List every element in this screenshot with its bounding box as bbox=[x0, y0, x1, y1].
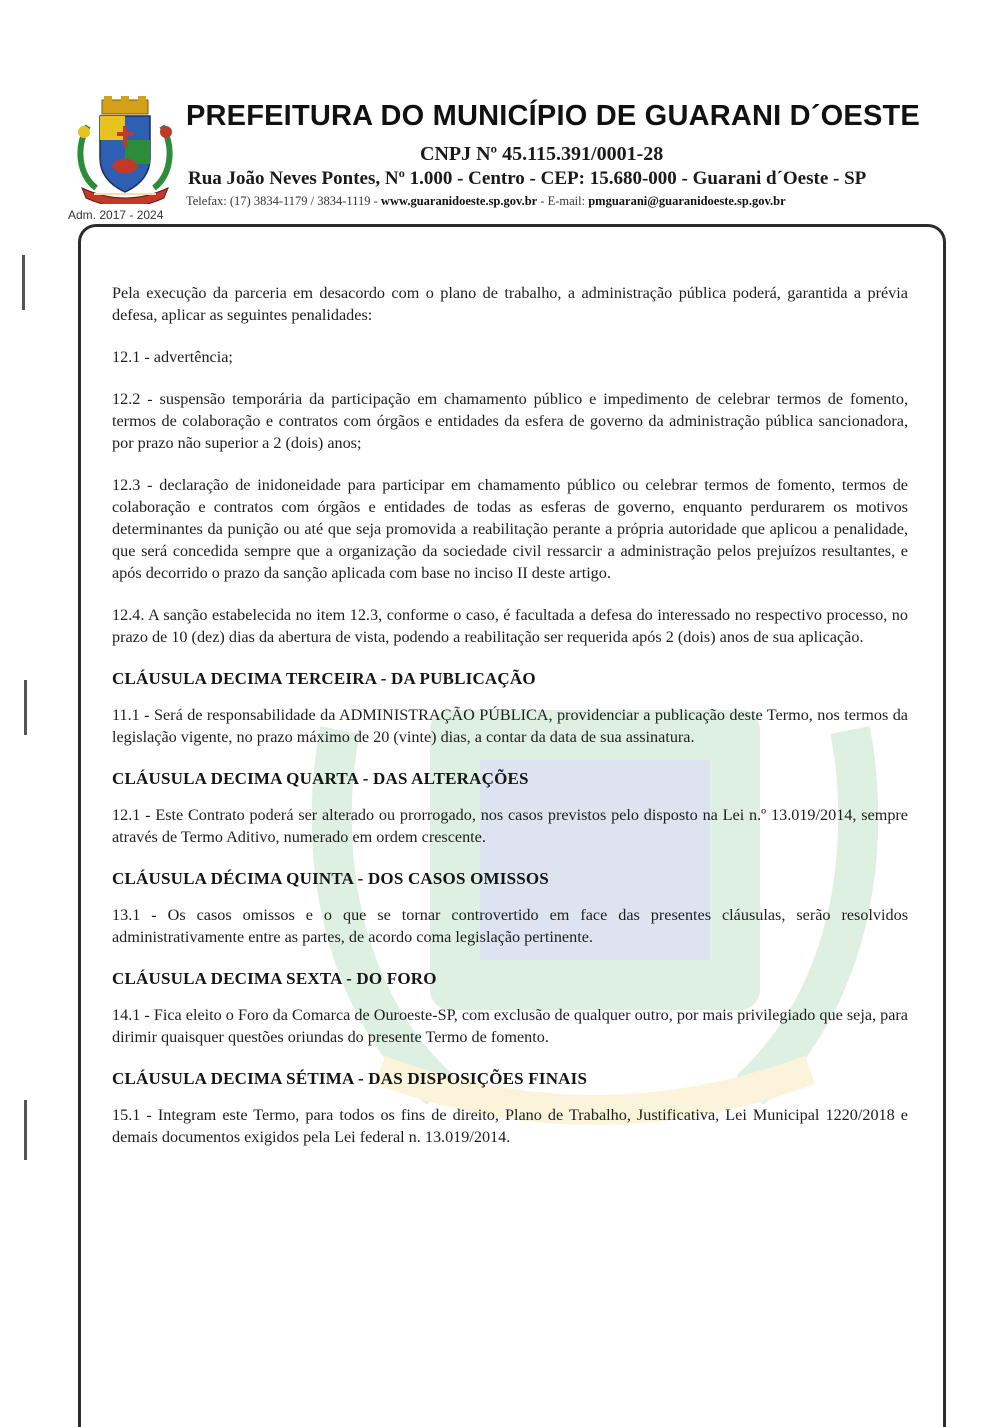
document-body bbox=[112, 282, 908, 1148]
item-12-1: 12.1 - advertência; bbox=[112, 348, 233, 366]
administration-period: Adm. 2017 - 2024 bbox=[68, 208, 164, 222]
clause-17-text: 15.1 - Integram este Termo, para todos os fins de direito, Plano de Trabalho, Justificativa, Lei Municipal 1220/2018 e demais documentos exigidos pela Lei federal n. 13.019/2014. bbox=[112, 1106, 908, 1146]
clause-16-text: 14.1 - Fica eleito o Foro da Comarca de Ouroeste-SP, com exclusão de qualquer outro, por mais privilegiado que seja, para dirimir quaisquer questões oriundas do presente Termo de fomento. bbox=[112, 1006, 908, 1046]
item-12-2: 12.2 - suspensão temporária da participação em chamamento público e impedimento de celebrar termos de fomento, termos de colaboração e contratos com órgãos e entidades da esfera de governo da administração pública sancionadora, por prazo não superior a 2 (dois) anos; bbox=[112, 390, 908, 452]
intro-paragraph: Pela execução da parceria em desacordo com o plano de trabalho, a administração pública poderá, garantida a prévia defesa, aplicar as seguintes penalidades: bbox=[112, 284, 908, 324]
clause-16-heading: CLÁUSULA DECIMA SEXTA - DO FORO bbox=[112, 969, 437, 988]
scan-mark bbox=[24, 1100, 27, 1160]
email-link[interactable]: pmguarani@guaranidoeste.sp.gov.br bbox=[588, 194, 786, 208]
clause-14-heading: CLÁUSULA DECIMA QUARTA - DAS ALTERAÇÕES bbox=[112, 769, 529, 788]
scan-mark bbox=[22, 255, 25, 310]
email-label: - E-mail: bbox=[537, 194, 589, 208]
address-line: Rua João Neves Pontes, Nº 1.000 - Centro - CEP: 15.680-000 - Guarani d´Oeste - SP bbox=[188, 168, 867, 189]
municipality-title: PREFEITURA DO MUNICÍPIO DE GUARANI D´OESTE bbox=[186, 100, 920, 132]
clause-13-heading: CLÁUSULA DECIMA TERCEIRA - DA PUBLICAÇÃO bbox=[112, 669, 536, 688]
municipal-coat-of-arms-icon bbox=[72, 96, 178, 204]
contact-line bbox=[186, 194, 786, 209]
telefax-text: Telefax: (17) 3834-1179 / 3834-1119 - bbox=[186, 194, 381, 208]
clause-15-heading: CLÁUSULA DÉCIMA QUINTA - DOS CASOS OMISSOS bbox=[112, 869, 549, 888]
clause-15-text: 13.1 - Os casos omissos e o que se tornar controvertido em face das presentes cláusulas, serão resolvidos administrativamente entre as partes, de acordo coma legislação pertinente. bbox=[112, 906, 908, 946]
clause-13-text: 11.1 - Será de responsabilidade da ADMINISTRAÇÃO PÚBLICA, providenciar a publicação deste Termo, nos termos da legislação vigente, no prazo máximo de 20 (vinte) dias, a contar da data de sua assinatura. bbox=[112, 706, 908, 746]
clause-14-text: 12.1 - Este Contrato poderá ser alterado ou prorrogado, nos casos previstos pelo disposto na Lei n.º 13.019/2014, sempre através de Termo Aditivo, numerado em ordem crescente. bbox=[112, 806, 908, 846]
cnpj-line: CNPJ Nº 45.115.391/0001-28 bbox=[420, 143, 664, 165]
item-12-3: 12.3 - declaração de inidoneidade para participar em chamamento público ou celebrar termos de fomento, termos de colaboração e contratos com órgãos e entidades de todas as esferas de governo, enquanto perdurarem os motivos determinantes da punição ou até que seja promovida a reabilitação perante a própria autoridade que aplicou a penalidade, que será concedida sempre que a organização da sociedade civil ressarcir a administração pelos prejuízos resultantes, e após decorrido o prazo da sanção aplicada com base no inciso II deste artigo. bbox=[112, 476, 908, 582]
item-12-4: 12.4. A sanção estabelecida no item 12.3, conforme o caso, é facultada a defesa do interessado no respectivo processo, no prazo de 10 (dez) dias da abertura de vista, podendo a reabilitação ser requerida após 2 (dois) anos de sua aplicação. bbox=[112, 606, 908, 646]
scan-mark bbox=[24, 680, 27, 735]
clause-17-heading: CLÁUSULA DECIMA SÉTIMA - DAS DISPOSIÇÕES FINAIS bbox=[112, 1069, 588, 1088]
website-link[interactable]: www.guaranidoeste.sp.gov.br bbox=[380, 194, 538, 208]
